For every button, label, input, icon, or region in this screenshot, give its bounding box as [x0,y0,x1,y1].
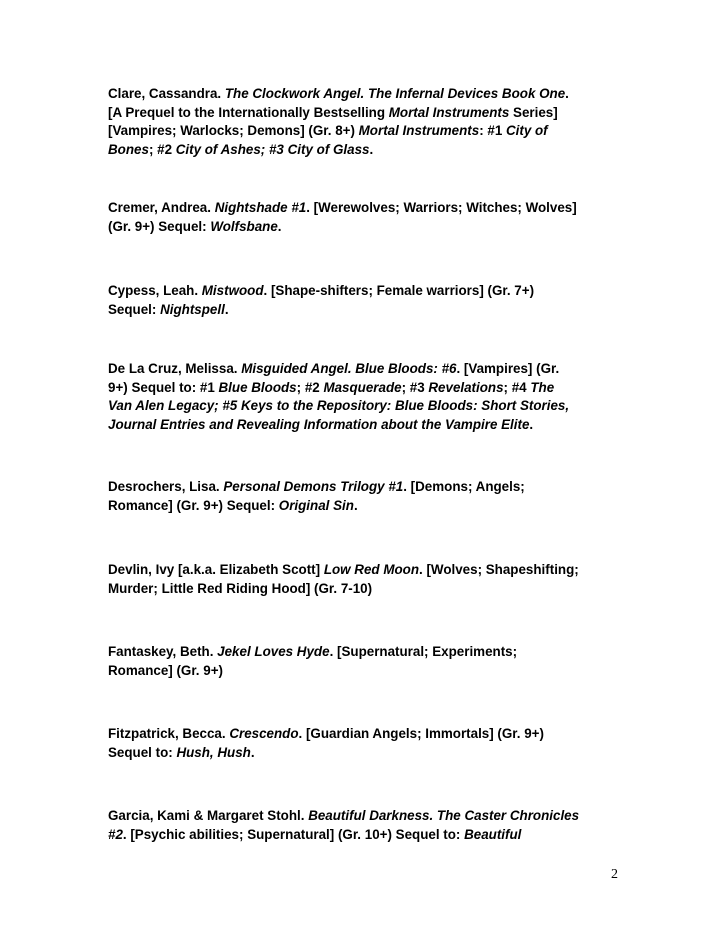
entry-text: . [565,86,569,101]
italic-title-text: Beautiful Darkness. The Caster Chronicles [308,808,580,823]
italic-title-text: Masquerade [323,379,402,395]
entry-line [108,397,628,416]
italic-title-text: Nightspell [160,301,225,317]
entry-line [108,199,628,218]
italic-title-text: Mortal Instruments [358,123,480,138]
entry-text: . [224,301,229,317]
entry-text: ; #4 [503,379,531,395]
italic-title-text: Beautiful [464,826,522,842]
entry-line [108,416,628,435]
entry-line [108,662,628,681]
entry-text: Romance] (Gr. 9+) [108,662,223,678]
italic-title-text: Blue Bloods [218,379,297,395]
entry-line [108,826,628,845]
italic-title-text: Personal Demons Trilogy #1 [223,479,404,494]
entry-line [108,725,628,744]
italic-title-text: Jekel Loves Hyde [217,644,330,659]
entry-text: . [Psychic abilities; Supernatural] (Gr. 10+) Sequel to: [122,826,465,842]
entry-text: . [Vampires] (Gr. [456,361,560,376]
italic-title-text: Van Alen Legacy; #5 Keys to the Repository: Blue Bloods: Short Stories, [108,398,570,413]
entry-text: . [529,416,534,432]
entry-line [108,497,628,516]
bibliography-entry-cypess [108,282,628,319]
bibliography-entry-garcia [108,807,628,844]
italic-title-text: City of Glass [287,141,370,157]
entry-line [108,104,628,123]
entry-text: . [Supernatural; Experiments; [329,644,518,659]
italic-title-text: The Clockwork Angel. The Infernal Devices Book One [224,86,566,101]
entry-text: . [250,744,255,760]
italic-title-text: City of [505,123,548,138]
italic-title-text: Hush, Hush [176,744,251,760]
entry-text: (Gr. 9+) Sequel: [108,218,211,234]
italic-title-text: Original Sin [278,497,354,513]
entry-text: . [277,218,282,234]
entry-line [108,141,628,160]
entry-text: [A Prequel to the Internationally Bestselling [108,104,389,120]
italic-title-text: City of Ashes; #3 [175,141,284,157]
italic-title-text: #2 [108,826,123,842]
bibliography-entry-desrochers [108,478,628,515]
bibliography-entry-de-la-cruz [108,360,628,434]
italic-title-text: The [530,379,555,395]
entry-text: . [Demons; Angels; [403,479,525,494]
bibliography-entry-devlin [108,561,628,598]
italic-title-text: Mortal Instruments [388,104,510,120]
italic-title-text: Misguided Angel. Blue Bloods: #6 [241,361,457,376]
entry-text: . [Wolves; Shapeshifting; [419,562,579,577]
entry-line [108,218,628,237]
entry-line [108,360,628,379]
bibliography-entry-cremer [108,199,628,236]
italic-title-text: Wolfsbane [210,218,278,234]
entry-text: Garcia, Kami & Margaret Stohl. [108,808,309,823]
entry-text: . [369,141,374,157]
entry-line [108,85,628,104]
italic-title-text: Crescendo [229,726,299,741]
entry-text: Romance] (Gr. 9+) Sequel: [108,497,279,513]
entry-text: . [Guardian Angels; Immortals] (Gr. 9+) [298,726,544,741]
italic-title-text: Revelations [428,379,504,395]
bibliography-entry-fantaskey [108,643,628,680]
entry-text: : #1 [479,123,506,138]
entry-text: Devlin, Ivy [a.k.a. Elizabeth Scott] [108,562,324,577]
entry-line [108,379,628,398]
entry-text: Murder; Little Red Riding Hood] (Gr. 7-10) [108,580,373,596]
entry-line [108,807,628,826]
italic-title-text: Low Red Moon [323,562,420,577]
italic-title-text: Bones [108,141,149,157]
entry-text: Cypess, Leah. [108,283,202,298]
entry-line [108,561,628,580]
entry-text: ; #2 [148,141,176,157]
entry-line [108,122,628,141]
entry-text: [Vampires; Warlocks; Demons] (Gr. 8+) [108,123,359,138]
italic-title-text: Journal Entries and Revealing Information about the Vampire Elite [108,416,530,432]
bibliography-entry-fitzpatrick [108,725,628,762]
entry-text: ; #2 [296,379,324,395]
entry-text: . [Werewolves; Warriors; Witches; Wolves] [306,200,577,215]
entry-text: Sequel to: [108,744,177,760]
italic-title-text: Mistwood [201,283,264,298]
entry-text: Clare, Cassandra. [108,86,225,101]
entry-line [108,282,628,301]
entry-line [108,580,628,599]
entry-text: 9+) Sequel to: #1 [108,379,219,395]
entry-text: De La Cruz, Melissa. [108,361,242,376]
entry-text: ; #3 [401,379,429,395]
entry-line [108,478,628,497]
entry-text: Sequel: [108,301,161,317]
entry-line [108,643,628,662]
entry-text: Fitzpatrick, Becca. [108,726,230,741]
entry-text: Cremer, Andrea. [108,200,215,215]
entry-text: . [353,497,358,513]
italic-title-text: Nightshade #1 [214,200,307,215]
entry-line [108,301,628,320]
page-number: 2 [611,867,618,882]
entry-text: Series] [509,104,558,120]
entry-text: Fantaskey, Beth. [108,644,218,659]
bibliography-entry-clare [108,85,628,159]
entry-text: . [Shape-shifters; Female warriors] (Gr. 7+) [263,283,535,298]
entry-text: Desrochers, Lisa. [108,479,224,494]
entry-line [108,744,628,763]
